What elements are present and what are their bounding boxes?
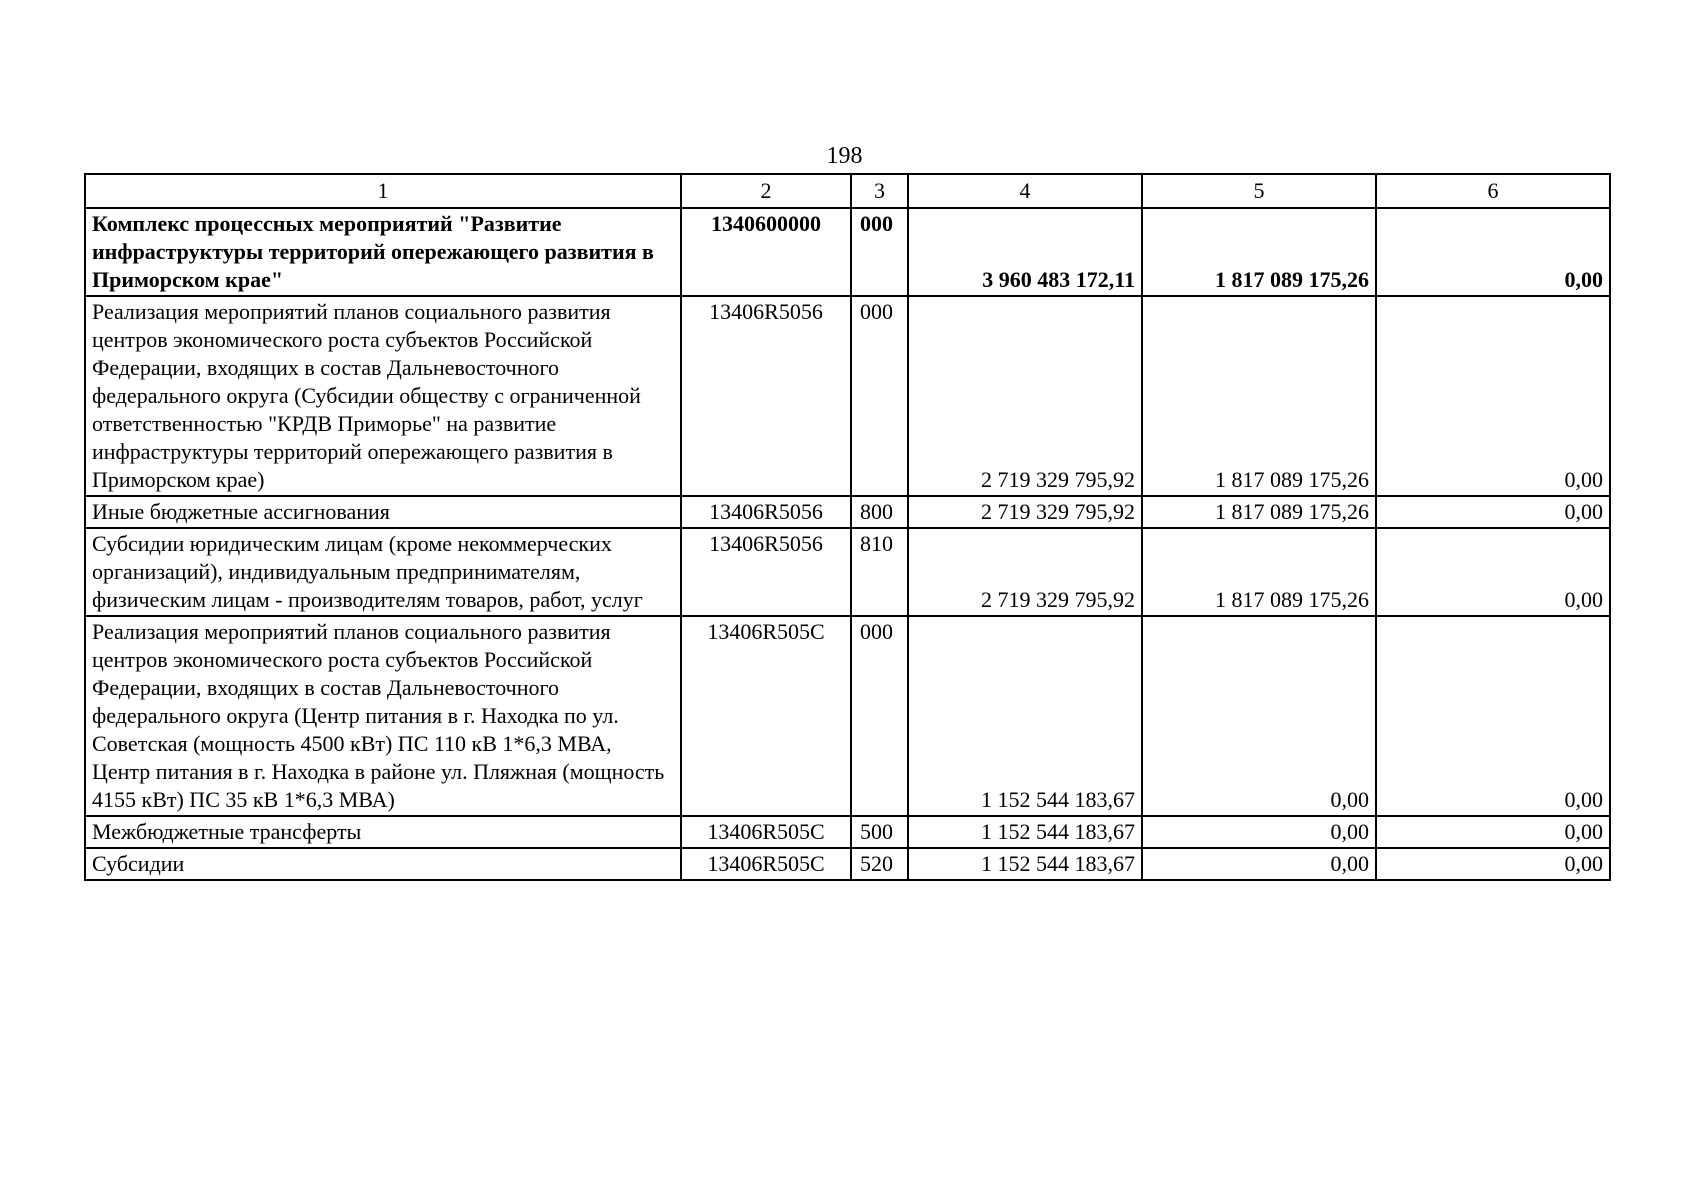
row-sum-col5: 1 817 089 175,26 bbox=[1142, 296, 1376, 496]
row-sum-col6: 0,00 bbox=[1376, 296, 1610, 496]
table-row bbox=[85, 296, 1610, 496]
table-row bbox=[85, 616, 1610, 816]
row-sum-col4: 2 719 329 795,92 bbox=[908, 496, 1142, 528]
row-sum-col6: 0,00 bbox=[1376, 616, 1610, 816]
row-code: 13406R5056 bbox=[681, 496, 851, 528]
row-sum-col5: 1 817 089 175,26 bbox=[1142, 496, 1376, 528]
row-sum-col4: 2 719 329 795,92 bbox=[908, 528, 1142, 616]
row-expense-type: 000 bbox=[851, 208, 908, 296]
row-name: Реализация мероприятий планов социального развития центров экономического роста субъектов Российской Федерации, входящих в состав Дальневосточного федерального округа (Субсидии обществу с ограниченной ответственностью "КРДВ Приморье" на развитие инфраструктуры территорий опережающего развития в Приморском крае) bbox=[85, 296, 681, 496]
budget-table bbox=[84, 173, 1611, 881]
row-name: Субсидии юридическим лицам (кроме некоммерческих организаций), индивидуальным предпринимателям, физическим лицам - производителям товаров, работ, услуг bbox=[85, 528, 681, 616]
row-sum-col6: 0,00 bbox=[1376, 496, 1610, 528]
table-row bbox=[85, 848, 1610, 880]
row-sum-col4: 2 719 329 795,92 bbox=[908, 296, 1142, 496]
row-expense-type: 800 bbox=[851, 496, 908, 528]
table-row bbox=[85, 496, 1610, 528]
column-header-5: 5 bbox=[1142, 174, 1376, 208]
table-row bbox=[85, 816, 1610, 848]
column-header-6: 6 bbox=[1376, 174, 1610, 208]
row-name: Комплекс процессных мероприятий "Развитие инфраструктуры территорий опережающего развития в Приморском крае" bbox=[85, 208, 681, 296]
row-sum-col6: 0,00 bbox=[1376, 528, 1610, 616]
row-sum-col4: 1 152 544 183,67 bbox=[908, 616, 1142, 816]
row-code: 13406R505C bbox=[681, 616, 851, 816]
row-sum-col6: 0,00 bbox=[1376, 816, 1610, 848]
page-number: 198 bbox=[826, 143, 863, 169]
row-name: Реализация мероприятий планов социального развития центров экономического роста субъектов Российской Федерации, входящих в состав Дальневосточного федерального округа (Центр питания в г. Находка по ул. Советская (мощность 4500 кВт) ПС 110 кВ 1*6,3 МВА, Центр питания в г. Находка в районе ул. Пляжная (мощность 4155 кВт) ПС 35 кВ 1*6,3 МВА) bbox=[85, 616, 681, 816]
row-name: Межбюджетные трансферты bbox=[85, 816, 681, 848]
row-sum-col5: 1 817 089 175,26 bbox=[1142, 208, 1376, 296]
row-name: Иные бюджетные ассигнования bbox=[85, 496, 681, 528]
row-sum-col5: 1 817 089 175,26 bbox=[1142, 528, 1376, 616]
row-expense-type: 000 bbox=[851, 296, 908, 496]
table-header-row bbox=[85, 174, 1610, 208]
row-code: 13406R505C bbox=[681, 848, 851, 880]
row-name: Субсидии bbox=[85, 848, 681, 880]
row-code: 13406R5056 bbox=[681, 528, 851, 616]
column-header-4: 4 bbox=[908, 174, 1142, 208]
row-sum-col5: 0,00 bbox=[1142, 848, 1376, 880]
column-header-3: 3 bbox=[851, 174, 908, 208]
table-row bbox=[85, 208, 1610, 296]
row-sum-col6: 0,00 bbox=[1376, 208, 1610, 296]
table-row bbox=[85, 528, 1610, 616]
row-sum-col4: 1 152 544 183,67 bbox=[908, 848, 1142, 880]
row-code: 13406R505C bbox=[681, 816, 851, 848]
row-expense-type: 810 bbox=[851, 528, 908, 616]
row-expense-type: 500 bbox=[851, 816, 908, 848]
column-header-2: 2 bbox=[681, 174, 851, 208]
row-sum-col5: 0,00 bbox=[1142, 616, 1376, 816]
row-sum-col4: 1 152 544 183,67 bbox=[908, 816, 1142, 848]
column-header-1: 1 bbox=[85, 174, 681, 208]
row-code: 13406R5056 bbox=[681, 296, 851, 496]
row-sum-col4: 3 960 483 172,11 bbox=[908, 208, 1142, 296]
row-code: 1340600000 bbox=[681, 208, 851, 296]
row-expense-type: 000 bbox=[851, 616, 908, 816]
row-sum-col6: 0,00 bbox=[1376, 848, 1610, 880]
row-sum-col5: 0,00 bbox=[1142, 816, 1376, 848]
row-expense-type: 520 bbox=[851, 848, 908, 880]
